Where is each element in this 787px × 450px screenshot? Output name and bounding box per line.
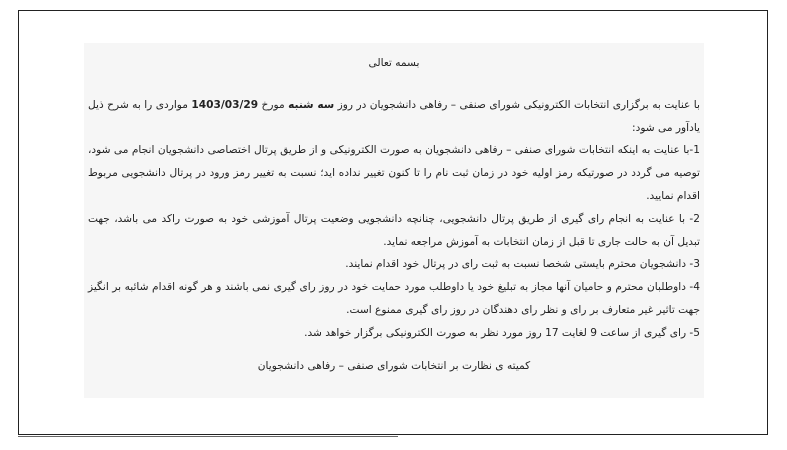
intro-text-date-label: مورخ bbox=[258, 98, 289, 111]
intro-text-start: با عنایت به برگزاری انتخابات الکترونیکی شورای صنفی – رفاهی دانشجویان در روز bbox=[334, 98, 700, 111]
election-day: سه شنبه bbox=[288, 98, 335, 111]
signature-committee: کمیته ی نظارت بر انتخابات شورای صنفی – رفاهی دانشجویان bbox=[257, 359, 531, 372]
intro-text-end: مواردی را به شرح ذیل یادآور می شود: bbox=[88, 98, 700, 134]
notice-item-5: 5- رای گیری از ساعت 9 لغایت 17 روز مورد نظر به صورت الکترونیکی برگزار خواهد شد. bbox=[304, 326, 700, 339]
election-date: 1403/03/29 bbox=[191, 98, 259, 111]
notice-item-3: 3- دانشجویان محترم بایستی شخصا نسبت به ثبت رای در پرتال خود اقدام نمایند. bbox=[345, 258, 700, 271]
notice-item-2: 2- با عنایت به انجام رای گیری از طریق پرتال دانشجویی، چنانچه دانشجویی وضعیت پرتال آموزشی خود به صورت راکد می باشد، جهت تبدیل آن به حالت جاری تا قبل از زمان انتخابات به آموزش مراجعه نماید. bbox=[88, 212, 700, 248]
intro-paragraph bbox=[88, 94, 700, 140]
bottom-divider bbox=[18, 436, 398, 437]
announcement-body bbox=[88, 52, 700, 377]
notice-item-1: 1-با عنایت به اینکه انتخابات شورای صنفی – رفاهی دانشجویان به صورت الکترونیکی و از طریق پرتال اختصاصی دانشجویان انجام می شود، توصیه می گردد در صورتیکه رمز اولیه خود در زمان ثبت نام را تا کنون تغییر نداده اید؛ نسبت به تغییر رمز ورود در پرتال دانشجویی مربوط اقدام نمایید. bbox=[88, 144, 700, 202]
notice-item-4: 4- داوطلبان محترم و حامیان آنها مجاز به تبلیغ خود یا داوطلب مورد حمایت خود در روز رای گیری نمی باشند و هر گونه اقدام شائبه بر انگیز جهت تاثیر غیر متعارف بر رای و نظر رای دهندگان در روز رای گیری ممنوع است. bbox=[88, 281, 700, 316]
document-heading: بسمه تعالی bbox=[368, 57, 420, 69]
